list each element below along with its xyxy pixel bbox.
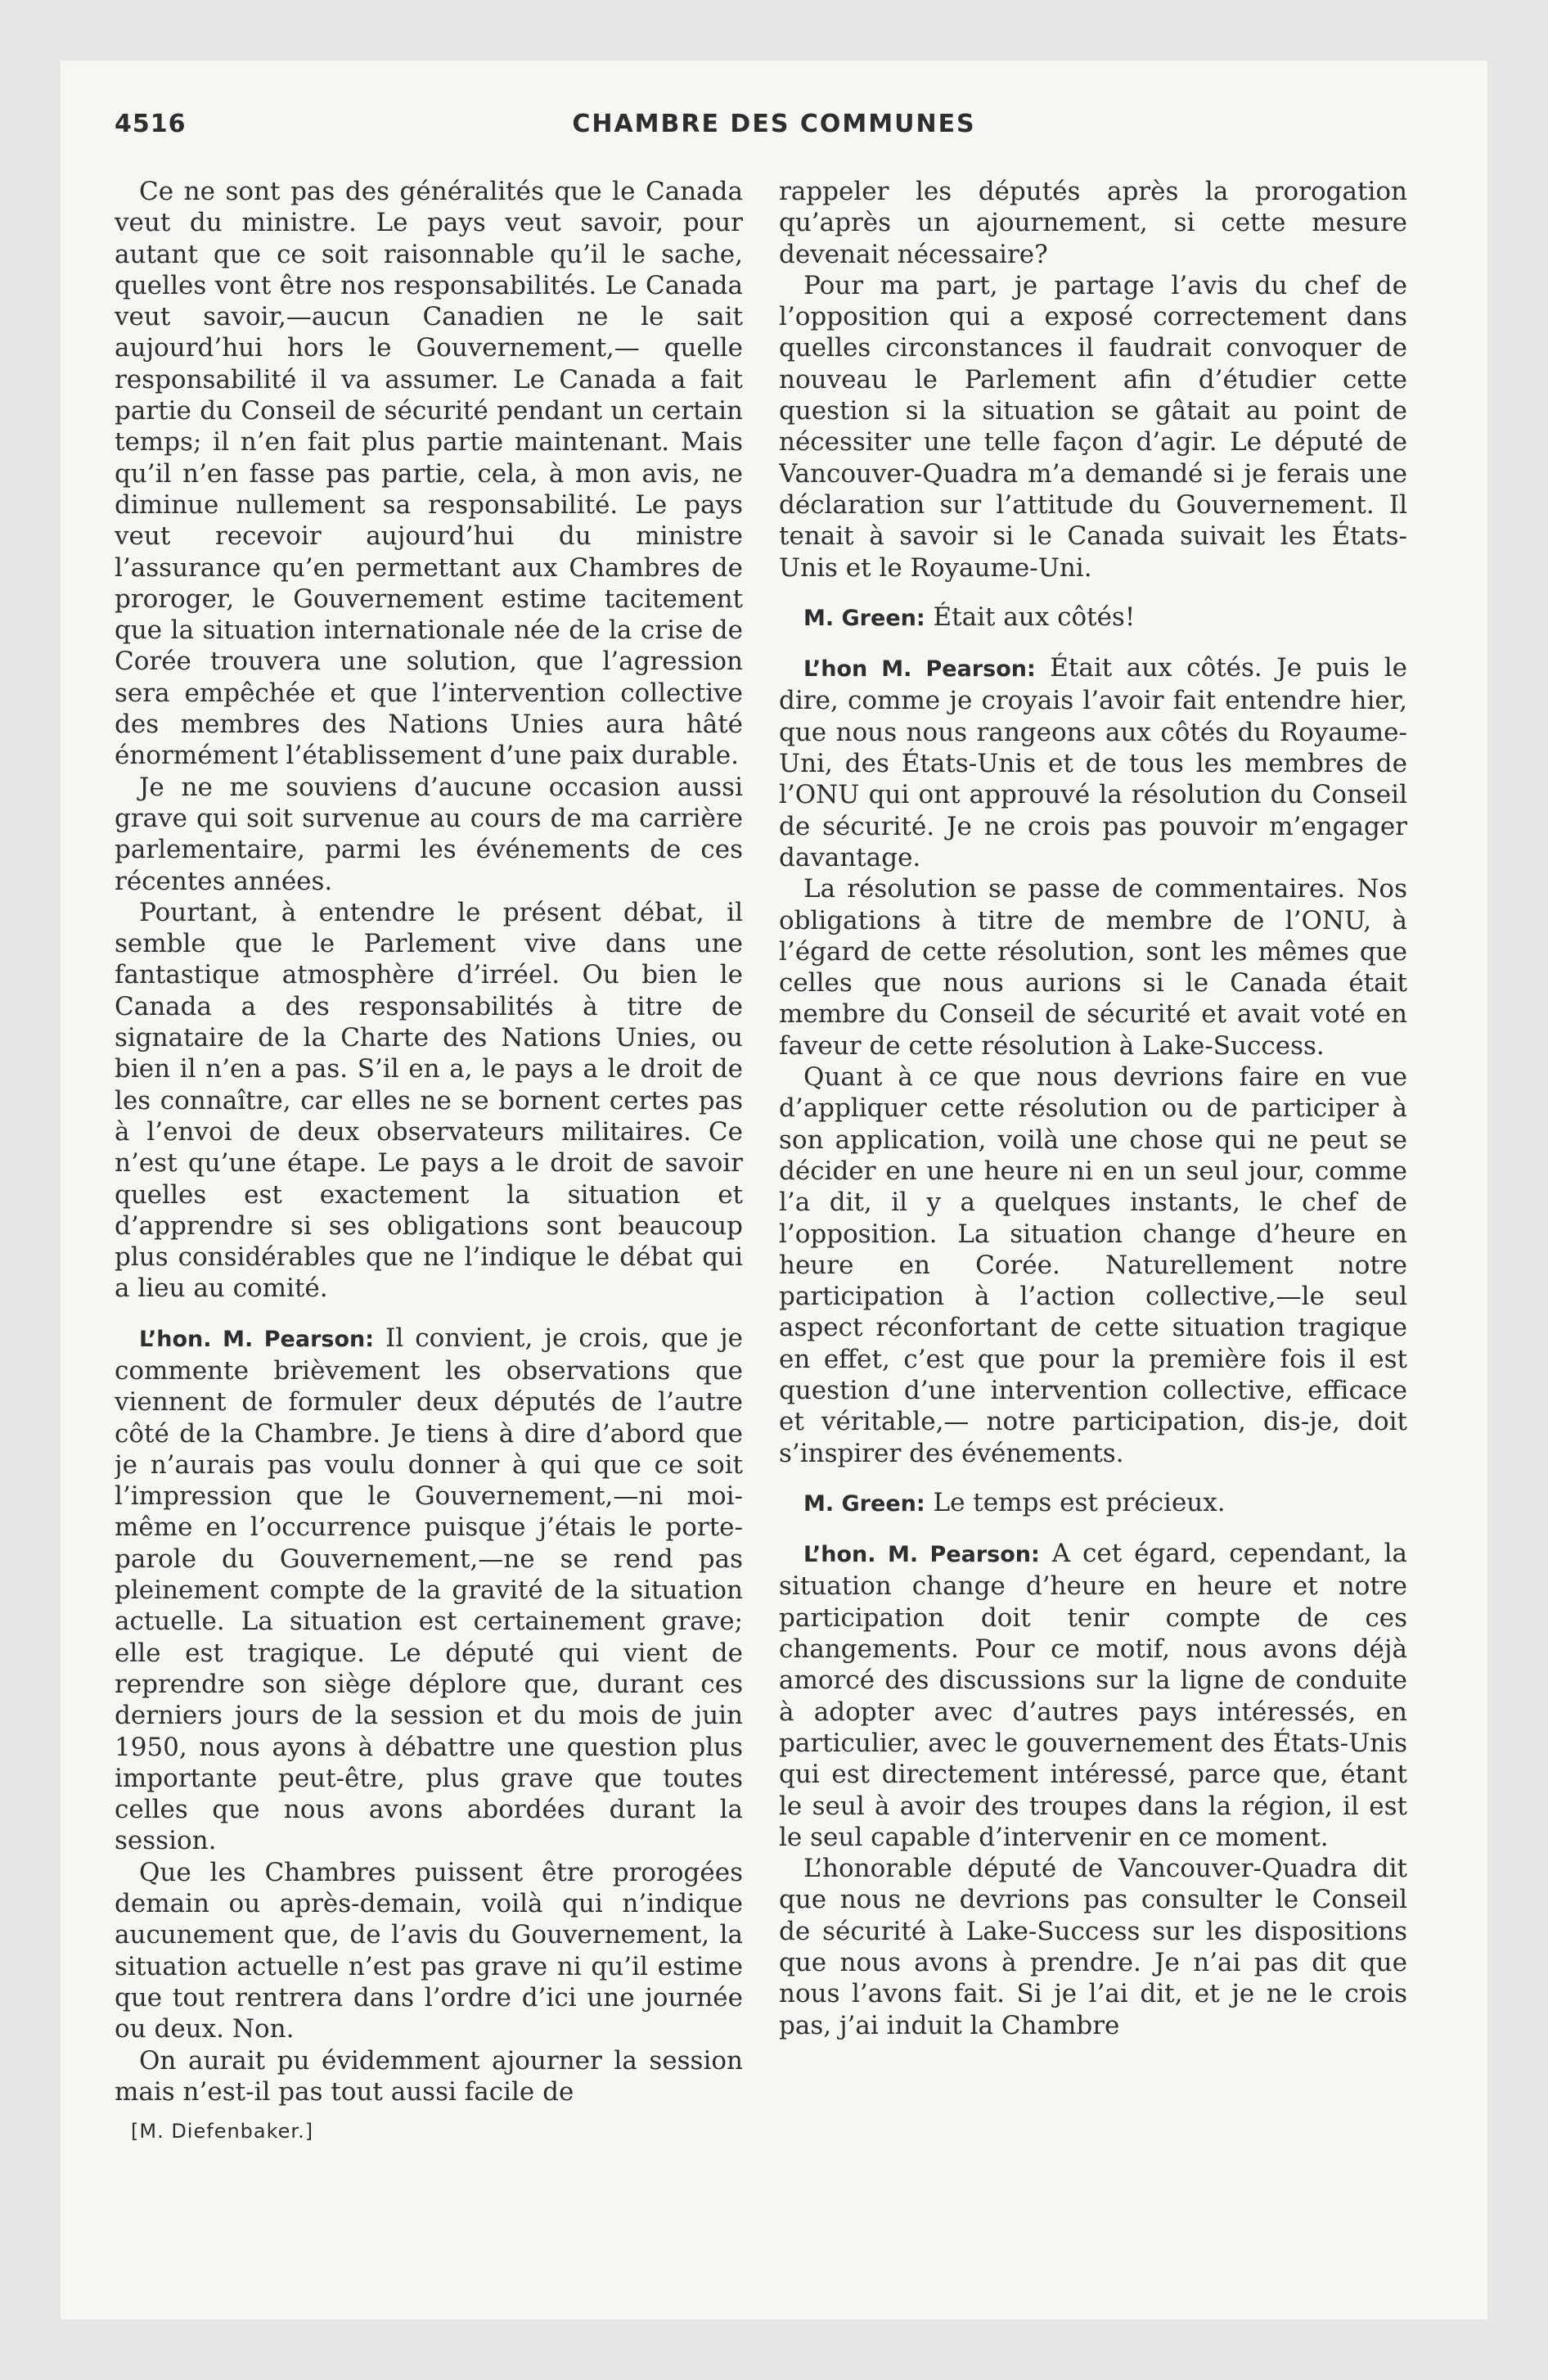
document-page xyxy=(61,61,1487,2319)
paragraph: Pourtant, à entendre le présent débat, il semble que le Parlement vive dans une fantastique atmosphère d’irréel. Ou bien le Canada a des responsabilités à titre de signataire de la Charte des Nations Unies, ou bien il n’en a pas. S’il en a, le pays a le droit de les connaître, car elles ne se bornent certes pas à l’envoi de deux observateurs militaires. Ce n’est qu’une étape. Le pays a le droit de savoir quelles est exactement la situation et d’apprendre si ses obligations sont beaucoup plus considérables que ne l’indique le débat qui a lieu au comité. xyxy=(115,897,743,1304)
speaker-name: L’hon. M. Pearson: xyxy=(803,1542,1040,1568)
paragraph: Je ne me souviens d’aucune occasion aussi grave qui soit survenue au cours de ma carrière parlementaire, parmi les événements de ces récentes années. xyxy=(115,772,743,896)
paragraph: Ce ne sont pas des généralités que le Canada veut du ministre. Le pays veut savoir, pour autant que ce soit raisonnable qu’il le sache, quelles vont être nos responsabilités. Le Canada veut savoir,—aucun Canadien ne le sait aujourd’hui hors le Gouvernement,— quelle responsabilité il va assumer. Le Canada a fait partie du Conseil de sécurité pendant un certain temps; il n’en fait plus partie maintenant. Mais qu’il n’en fasse pas partie, cela, à mon avis, ne diminue nullement sa responsabilité. Le pays veut recevoir aujourd’hui du ministre l’assurance qu’en permettant aux Chambres de proroger, le Gouvernement estime tacitement que la situation internationale née de la crise de Corée trouvera une solution, que l’agression sera empêchée et que l’intervention collective des membres des Nations Unies aura hâté énormément l’établissement d’une paix durable. xyxy=(115,177,743,771)
speech-paragraph: L’hon. M. Pearson: Il convient, je crois, que je commente brièvement les observations que viennent de formuler deux députés de l’autre côté de la Chambre. Je tiens à dire d’abord que je n’aurais pas voulu donner à qui que ce soit l’impression que le Gouvernement,—ni moi-même en l’occurrence puisque j’étais le porte-parole du Gouvernement,—ne se rend pas pleinement compte de la gravité de la situation actuelle. La situation est certainement grave; elle est tragique. Le député qui vient de reprendre son siège déplore que, durant ces derniers jours de la session et du mois de juin 1950, nous ayons à débattre une question plus importante peut-être, plus grave que toutes celles que nous avons abordées durant la session. xyxy=(115,1323,743,1856)
paragraph: On aurait pu évidemment ajourner la session mais n’est-il pas tout aussi facile de xyxy=(115,2045,743,2107)
paragraph: Pour ma part, je partage l’avis du chef de l’opposition qui a exposé correctement dans quelles circonstances il faudrait convoquer de nouveau le Parlement afin d’étudier cette question si la situation se gâtait au point de nécessiter une telle façon d’agir. Le député de Vancouver-Quadra m’a demandé si je ferais une déclaration sur l’attitude du Gouvernement. Il tenait à savoir si le Canada suivait les États-Unis et le Royaume-Uni. xyxy=(779,270,1407,583)
speech-paragraph: L’hon. M. Pearson: A cet égard, cependant, la situation change d’heure en heure et notre participation doit tenir compte de ces changements. Pour ce motif, nous avons déjà amorcé des discussions sur la ligne de conduite à adopter avec d’autres pays intéressés, en particulier, avec le gouvernement des États-Unis qui est directement intéressé, parce que, étant le seul à avoir des troupes dans la région, il est le seul capable d’intervenir en ce moment. xyxy=(779,1539,1407,1852)
left-column xyxy=(115,176,743,2189)
speaker-name: M. Green: xyxy=(803,1490,925,1517)
paragraph: Que les Chambres puissent être prorogées demain ou après-demain, voilà qui n’indique aucunement que, de l’avis du Gouvernement, la situation actuelle n’est pas grave ni qu’il estime que tout rentrera dans l’ordre d’ici une journée ou deux. Non. xyxy=(115,1857,743,2044)
paragraph: La résolution se passe de commentaires. Nos obligations à titre de membre de l’ONU, à l’égard de cette résolution, sont les mêmes que celles que nous aurions si le Canada était membre du Conseil de sécurité et avait voté en faveur de cette résolution à Lake-Success. xyxy=(779,874,1407,1061)
page-header xyxy=(115,110,1433,147)
speaker-name: L’hon. M. Pearson: xyxy=(139,1326,375,1352)
paragraph: L’honorable député de Vancouver-Quadra dit que nous ne devrions pas consulter le Conseil de sécurité à Lake-Success sur les dispositions que nous avons à prendre. Je n’ai pas dit que nous l’avons fait. Si je l’ai dit, et je ne le crois pas, j’ai induit la Chambre xyxy=(779,1854,1407,2040)
speaker-name: L’hon M. Pearson: xyxy=(803,656,1036,683)
page-title: CHAMBRE DES COMMUNES xyxy=(572,110,976,138)
speaker-name: M. Green: xyxy=(803,605,925,631)
right-column xyxy=(779,176,1407,2189)
footer-attribution: [M. Diefenbaker.] xyxy=(131,2120,314,2143)
paragraph: Quant à ce que nous devrions faire en vue d’appliquer cette résolution ou de participer à son application, voilà une chose qui ne peut se décider en une heure ni en un seul jour, comme l’a dit, il y a quelques instants, le chef de l’opposition. La situation change d’heure en heure en Corée. Naturellement notre participation à l’action collective,—le seul aspect réconfortant de cette situation tragique en effet, c’est que pour la première fois il est question d’une intervention collective, efficace et véritable,— notre participation, dis-je, doit s’inspirer des événements. xyxy=(779,1062,1407,1468)
speech-paragraph: M. Green: Était aux côtés! xyxy=(803,602,1136,632)
paragraph-continued: rappeler les députés après la prorogation qu’après un ajournement, si cette mesure devenait nécessaire? xyxy=(779,177,1407,269)
speech-paragraph: M. Green: Le temps est précieux. xyxy=(803,1487,1226,1517)
speech-paragraph: L’hon M. Pearson: Était aux côtés. Je puis le dire, comme je croyais l’avoir fait entendre hier, que nous nous rangeons aux côtés du Royaume-Uni, des États-Unis et de tous les membres de l’ONU qui ont approuvé la résolution du Conseil de sécurité. Je ne crois pas pouvoir m’engager davantage. xyxy=(779,653,1407,872)
page-number: 4516 xyxy=(115,110,187,138)
